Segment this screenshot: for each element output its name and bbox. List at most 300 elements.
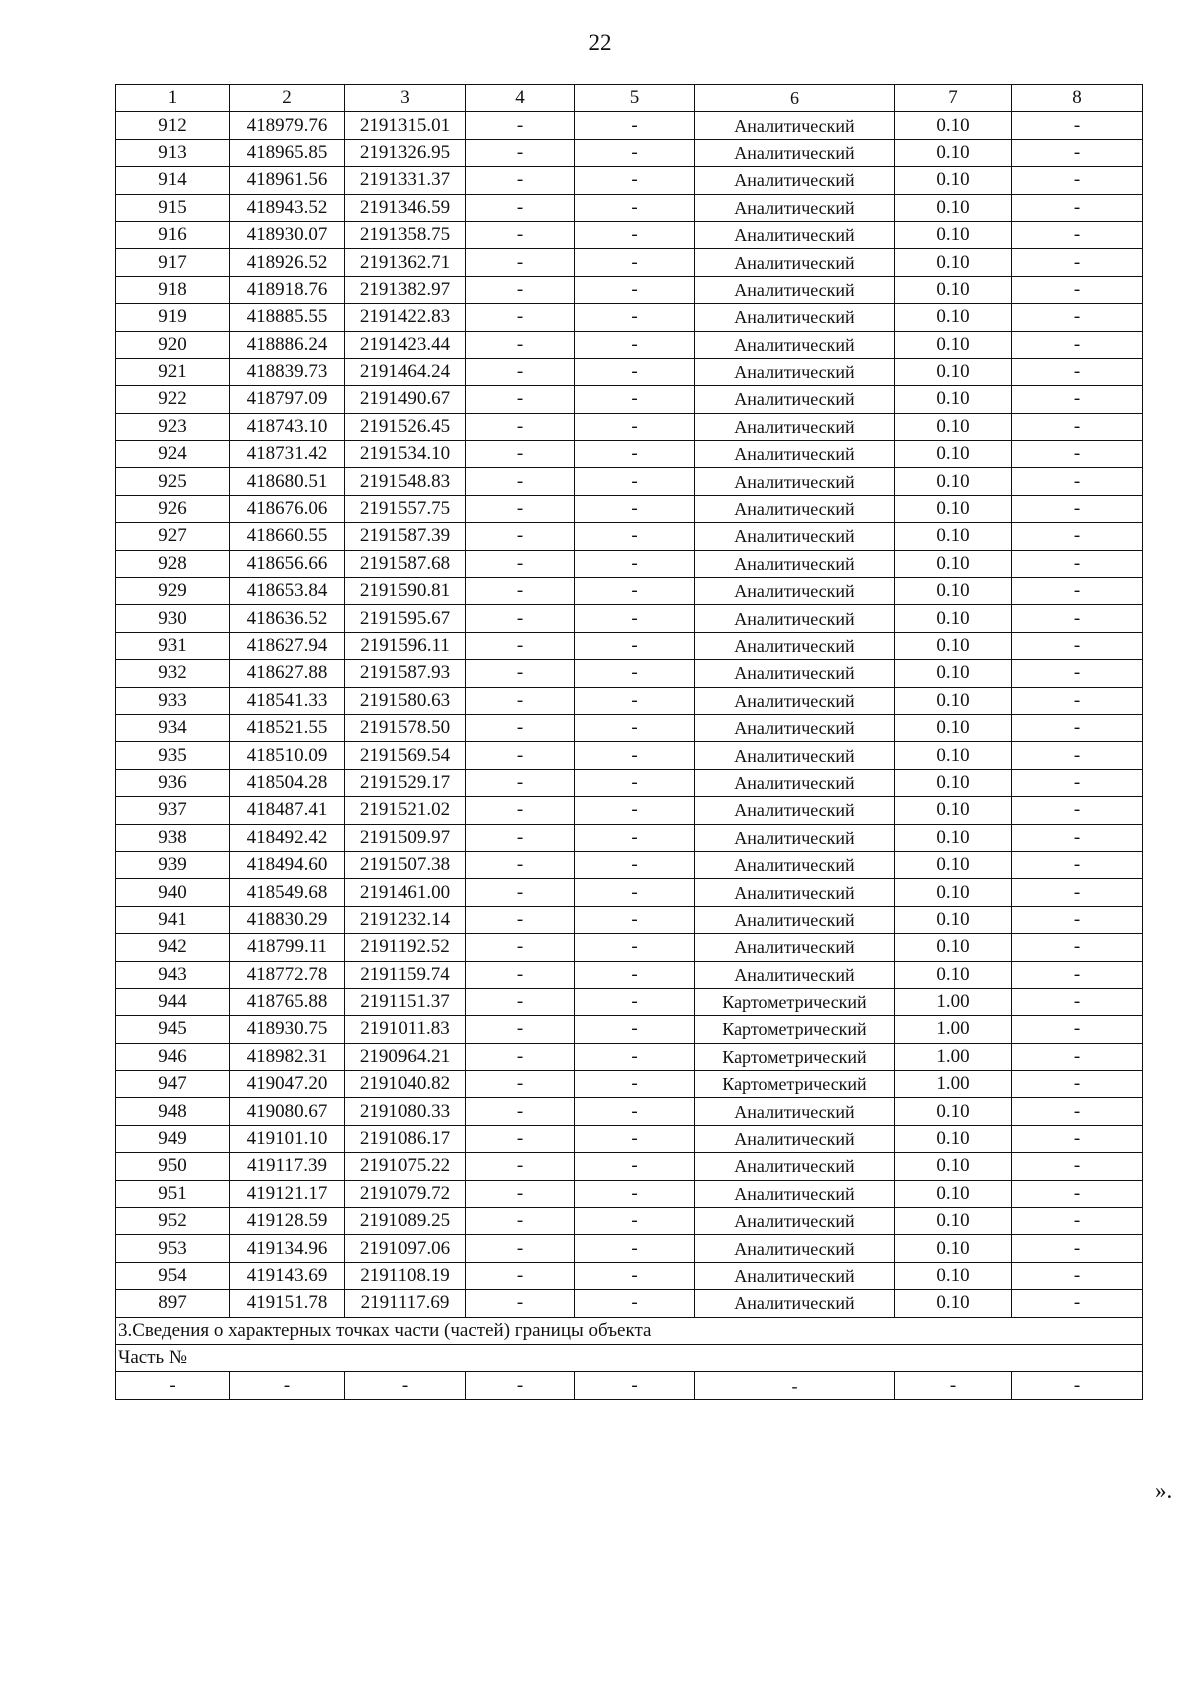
table-cell: 8 [1012, 85, 1143, 112]
table-cell: 927 [116, 523, 230, 550]
table-row [116, 112, 1143, 139]
table-cell: - [575, 1125, 695, 1152]
table-cell: - [1012, 824, 1143, 851]
table-cell: - [1012, 906, 1143, 933]
table-cell: Аналитический [695, 304, 895, 331]
table-cell: 0.10 [895, 906, 1012, 933]
table-cell: - [1012, 1016, 1143, 1043]
table-cell: 418765.88 [230, 988, 345, 1015]
table-cell: - [575, 1153, 695, 1180]
table-cell: - [466, 1043, 575, 1070]
table-cell: 2191346.59 [345, 194, 466, 221]
table-cell: - [575, 1235, 695, 1262]
table-cell: 2191507.38 [345, 851, 466, 878]
table-cell: 918 [116, 276, 230, 303]
table-cell: Аналитический [695, 934, 895, 961]
table-cell: 0.10 [895, 441, 1012, 468]
table-cell: 0.10 [895, 221, 1012, 248]
table-cell: 2191159.74 [345, 961, 466, 988]
table-cell: 418943.52 [230, 194, 345, 221]
table-cell: 1 [116, 85, 230, 112]
table-cell: - [466, 578, 575, 605]
table-cell: 2191464.24 [345, 358, 466, 385]
table-cell: - [466, 1235, 575, 1262]
table-cell: 948 [116, 1098, 230, 1125]
table-cell: - [1012, 1125, 1143, 1152]
table-cell: 934 [116, 714, 230, 741]
table-cell: 1.00 [895, 988, 1012, 1015]
table-cell: Аналитический [695, 961, 895, 988]
table-cell: 942 [116, 934, 230, 961]
page-number: 22 [588, 30, 612, 55]
table-cell: 2191382.97 [345, 276, 466, 303]
table-cell: - [575, 1208, 695, 1235]
table-cell: - [466, 276, 575, 303]
table-cell: - [575, 495, 695, 522]
table-cell: 2191595.67 [345, 605, 466, 632]
table-cell: 951 [116, 1180, 230, 1207]
table-row [116, 1098, 1143, 1125]
table-cell: 930 [116, 605, 230, 632]
table-cell: 418653.84 [230, 578, 345, 605]
table-cell: 897 [116, 1290, 230, 1317]
table-row [116, 495, 1143, 522]
table-row [116, 1262, 1143, 1289]
coordinates-table [115, 84, 1143, 1400]
table-cell: 2191569.54 [345, 742, 466, 769]
table-cell: 937 [116, 797, 230, 824]
table-row [116, 194, 1143, 221]
table-row [116, 988, 1143, 1015]
table-cell: 418839.73 [230, 358, 345, 385]
table-cell: - [345, 1372, 466, 1399]
table-cell: 2191080.33 [345, 1098, 466, 1125]
table-cell: 0.10 [895, 769, 1012, 796]
table-cell: 0.10 [895, 851, 1012, 878]
table-cell: - [466, 194, 575, 221]
table-row [116, 851, 1143, 878]
table-cell: - [1012, 934, 1143, 961]
table-cell: - [1012, 468, 1143, 495]
table-cell: 2191422.83 [345, 304, 466, 331]
table-cell: 6 [695, 85, 895, 112]
table-cell: - [1012, 139, 1143, 166]
table-cell: 2191362.71 [345, 249, 466, 276]
table-cell: 418799.11 [230, 934, 345, 961]
table-cell: - [466, 906, 575, 933]
table-cell: 916 [116, 221, 230, 248]
table-cell: 2191086.17 [345, 1125, 466, 1152]
table-cell: - [575, 769, 695, 796]
table-cell: - [575, 1071, 695, 1098]
table-cell: Аналитический [695, 386, 895, 413]
table-cell: 2191526.45 [345, 413, 466, 440]
table-cell: 418492.42 [230, 824, 345, 851]
table-cell: - [575, 550, 695, 577]
table-cell: 920 [116, 331, 230, 358]
table-cell: 2 [230, 85, 345, 112]
table-row [116, 687, 1143, 714]
table-cell: 419117.39 [230, 1153, 345, 1180]
table-cell: - [1012, 660, 1143, 687]
table-row [116, 1235, 1143, 1262]
table-cell: Аналитический [695, 1262, 895, 1289]
table-cell: - [575, 988, 695, 1015]
table-cell: - [1012, 851, 1143, 878]
table-cell: 0.10 [895, 1208, 1012, 1235]
table-cell: - [466, 523, 575, 550]
table-cell: 0.10 [895, 1262, 1012, 1289]
table-cell: - [1012, 1180, 1143, 1207]
table-cell: - [575, 358, 695, 385]
table-cell: - [575, 112, 695, 139]
table-cell: 0.10 [895, 550, 1012, 577]
table-row [116, 632, 1143, 659]
table-cell: - [575, 1016, 695, 1043]
table-row [116, 605, 1143, 632]
table-cell: - [466, 331, 575, 358]
table-cell: - [466, 687, 575, 714]
table-cell: 418961.56 [230, 167, 345, 194]
table-cell: - [575, 249, 695, 276]
table-cell: - [1012, 413, 1143, 440]
table-cell: 914 [116, 167, 230, 194]
table-row [116, 413, 1143, 440]
table-cell: 0.10 [895, 797, 1012, 824]
table-cell: - [466, 1153, 575, 1180]
table-cell: Картометрический [695, 1016, 895, 1043]
table-cell: - [1012, 879, 1143, 906]
table-cell: - [1012, 1372, 1143, 1399]
table-cell: - [230, 1372, 345, 1399]
table-cell: 0.10 [895, 1153, 1012, 1180]
table-cell: Аналитический [695, 1208, 895, 1235]
table-cell: 0.10 [895, 879, 1012, 906]
table-cell: 418885.55 [230, 304, 345, 331]
table-cell: - [575, 523, 695, 550]
table-row [116, 167, 1143, 194]
table-cell: 953 [116, 1235, 230, 1262]
table-cell: 418660.55 [230, 523, 345, 550]
table-cell: 3 [345, 85, 466, 112]
table-cell: 418772.78 [230, 961, 345, 988]
table-cell: - [575, 605, 695, 632]
table-row [116, 221, 1143, 248]
table-row [116, 797, 1143, 824]
table-cell: - [1012, 495, 1143, 522]
table-cell: - [1012, 112, 1143, 139]
table-cell: 2191232.14 [345, 906, 466, 933]
table-cell: - [466, 386, 575, 413]
table-cell: 2191587.93 [345, 660, 466, 687]
table-cell: - [466, 468, 575, 495]
table-cell: Аналитический [695, 194, 895, 221]
table-cell: Аналитический [695, 276, 895, 303]
table-cell: 418743.10 [230, 413, 345, 440]
table-cell: Аналитический [695, 797, 895, 824]
table-cell: - [575, 194, 695, 221]
table-cell: 0.10 [895, 112, 1012, 139]
table-cell: Аналитический [695, 249, 895, 276]
table-row [116, 249, 1143, 276]
table-cell: - [466, 1208, 575, 1235]
table-cell: - [1012, 276, 1143, 303]
table-cell: - [575, 714, 695, 741]
table-cell: 2191117.69 [345, 1290, 466, 1317]
table-cell: 0.10 [895, 687, 1012, 714]
table-cell: 418541.33 [230, 687, 345, 714]
table-cell: - [575, 1372, 695, 1399]
table-cell: Аналитический [695, 523, 895, 550]
table-cell: 950 [116, 1153, 230, 1180]
table-cell: - [1012, 249, 1143, 276]
table-cell: - [466, 1180, 575, 1207]
table-cell: - [575, 578, 695, 605]
table-cell: - [466, 742, 575, 769]
table-cell: Аналитический [695, 632, 895, 659]
table-row [116, 468, 1143, 495]
table-cell: - [466, 1290, 575, 1317]
table-cell: 419128.59 [230, 1208, 345, 1235]
table-cell: - [1012, 578, 1143, 605]
table-cell: - [575, 1043, 695, 1070]
part-label: Часть № [116, 1344, 1143, 1371]
table-cell: 1.00 [895, 1071, 1012, 1098]
table-cell: 0.10 [895, 824, 1012, 851]
table-cell: 2191075.22 [345, 1153, 466, 1180]
table-cell: - [1012, 1262, 1143, 1289]
table-cell: 913 [116, 139, 230, 166]
table-cell: - [895, 1372, 1012, 1399]
table-cell: 932 [116, 660, 230, 687]
table-cell: 418627.88 [230, 660, 345, 687]
table-row [116, 578, 1143, 605]
table-cell: Аналитический [695, 1180, 895, 1207]
table-cell: 2191534.10 [345, 441, 466, 468]
table-cell: - [575, 413, 695, 440]
table-cell: - [1012, 742, 1143, 769]
table-cell: 419143.69 [230, 1262, 345, 1289]
table-cell: - [466, 632, 575, 659]
table-cell: 946 [116, 1043, 230, 1070]
table-cell: 939 [116, 851, 230, 878]
table-cell: 0.10 [895, 331, 1012, 358]
table-cell: - [466, 797, 575, 824]
table-cell: Аналитический [695, 468, 895, 495]
table-cell: 418926.52 [230, 249, 345, 276]
table-cell: 419047.20 [230, 1071, 345, 1098]
table-cell: 0.10 [895, 358, 1012, 385]
table-cell: - [1012, 167, 1143, 194]
table-cell: 418676.06 [230, 495, 345, 522]
table-row [116, 523, 1143, 550]
table-cell: 0.10 [895, 578, 1012, 605]
table-cell: 2191089.25 [345, 1208, 466, 1235]
table-cell: Аналитический [695, 879, 895, 906]
table-cell: 0.10 [895, 413, 1012, 440]
table-row [116, 1071, 1143, 1098]
table-cell: Аналитический [695, 167, 895, 194]
table-cell: - [1012, 1208, 1143, 1235]
table-cell: 2191315.01 [345, 112, 466, 139]
table-cell: 418680.51 [230, 468, 345, 495]
table-cell: 418487.41 [230, 797, 345, 824]
table-cell: 2191423.44 [345, 331, 466, 358]
table-cell: 0.10 [895, 249, 1012, 276]
table-cell: 912 [116, 112, 230, 139]
table-cell: 0.10 [895, 605, 1012, 632]
table-cell: - [575, 824, 695, 851]
table-cell: 2191590.81 [345, 578, 466, 605]
table-row [116, 331, 1143, 358]
table-cell: - [1012, 194, 1143, 221]
table-cell: 0.10 [895, 632, 1012, 659]
table-cell: Аналитический [695, 495, 895, 522]
table-cell: - [466, 304, 575, 331]
table-cell: - [466, 934, 575, 961]
table-cell: Картометрический [695, 988, 895, 1015]
table-cell: 418930.07 [230, 221, 345, 248]
table-cell: - [575, 441, 695, 468]
table-cell: 419151.78 [230, 1290, 345, 1317]
table-cell: Аналитический [695, 413, 895, 440]
table-row [116, 358, 1143, 385]
table-cell: 2191358.75 [345, 221, 466, 248]
table-cell: - [466, 605, 575, 632]
table-row [116, 1208, 1143, 1235]
table-row [116, 769, 1143, 796]
table-cell: - [466, 1016, 575, 1043]
table-cell: 418504.28 [230, 769, 345, 796]
table-cell: - [575, 276, 695, 303]
table-cell: 0.10 [895, 167, 1012, 194]
table-row [116, 304, 1143, 331]
table-cell: 2191587.39 [345, 523, 466, 550]
table-cell: - [466, 249, 575, 276]
table-cell: 2191578.50 [345, 714, 466, 741]
table-cell: - [466, 851, 575, 878]
table-cell: - [466, 167, 575, 194]
table-cell: 917 [116, 249, 230, 276]
table-cell: 2191108.19 [345, 1262, 466, 1289]
table-cell: 2191490.67 [345, 386, 466, 413]
table-cell: - [466, 112, 575, 139]
table-row [116, 1153, 1143, 1180]
table-cell: - [575, 304, 695, 331]
table-cell: Аналитический [695, 851, 895, 878]
table-cell: - [466, 660, 575, 687]
table-row [116, 550, 1143, 577]
table-cell: 0.10 [895, 934, 1012, 961]
closing-quote-mark: ». [1155, 1478, 1173, 1503]
table-cell: - [575, 906, 695, 933]
table-cell: 928 [116, 550, 230, 577]
table-row [116, 1043, 1143, 1070]
table-cell: 0.10 [895, 714, 1012, 741]
table-row [116, 714, 1143, 741]
table-cell: 0.10 [895, 742, 1012, 769]
table-cell: 2191040.82 [345, 1071, 466, 1098]
table-cell: 2190964.21 [345, 1043, 466, 1070]
table-cell: - [466, 1262, 575, 1289]
table-cell: 418886.24 [230, 331, 345, 358]
table-cell: 2191529.17 [345, 769, 466, 796]
table-cell: - [575, 386, 695, 413]
table-cell: Аналитический [695, 221, 895, 248]
table-cell: 921 [116, 358, 230, 385]
table-cell: Аналитический [695, 714, 895, 741]
table-cell: - [1012, 687, 1143, 714]
table-cell: 2191192.52 [345, 934, 466, 961]
table-cell: - [1012, 961, 1143, 988]
table-cell: - [575, 139, 695, 166]
table-cell: 418965.85 [230, 139, 345, 166]
table-cell: 0.10 [895, 276, 1012, 303]
table-cell: Аналитический [695, 1235, 895, 1262]
table-cell: - [1012, 221, 1143, 248]
table-cell: 2191011.83 [345, 1016, 466, 1043]
table-cell: Аналитический [695, 824, 895, 851]
table-cell: 418656.66 [230, 550, 345, 577]
table-cell: 2191461.00 [345, 879, 466, 906]
table-cell: - [1012, 331, 1143, 358]
table-cell: Аналитический [695, 1125, 895, 1152]
table-cell: 938 [116, 824, 230, 851]
table-cell: 2191079.72 [345, 1180, 466, 1207]
table-cell: Аналитический [695, 550, 895, 577]
table-cell: 0.10 [895, 1290, 1012, 1317]
table-cell: - [575, 742, 695, 769]
table-cell: 0.10 [895, 495, 1012, 522]
table-cell: - [466, 1372, 575, 1399]
table-cell: - [1012, 632, 1143, 659]
table-cell: 418918.76 [230, 276, 345, 303]
table-row [116, 824, 1143, 851]
table-cell: 0.10 [895, 523, 1012, 550]
table-cell: - [575, 879, 695, 906]
table-cell: 0.10 [895, 468, 1012, 495]
table-cell: 418549.68 [230, 879, 345, 906]
table-cell: - [1012, 769, 1143, 796]
table-cell: - [1012, 1071, 1143, 1098]
table-cell: 418982.31 [230, 1043, 345, 1070]
table-cell: - [575, 1262, 695, 1289]
table-row [116, 276, 1143, 303]
table-header-row [116, 85, 1143, 112]
table-row [116, 934, 1143, 961]
table-cell: 418930.75 [230, 1016, 345, 1043]
table-row [116, 1016, 1143, 1043]
table-cell: 0.10 [895, 386, 1012, 413]
table-cell: 2191596.11 [345, 632, 466, 659]
table-cell: 941 [116, 906, 230, 933]
table-cell: Аналитический [695, 906, 895, 933]
table-cell: 0.10 [895, 1180, 1012, 1207]
table-row [116, 1180, 1143, 1207]
table-cell: 5 [575, 85, 695, 112]
table-cell: - [575, 167, 695, 194]
table-cell: 2191548.83 [345, 468, 466, 495]
table-row [116, 879, 1143, 906]
table-cell: 2191580.63 [345, 687, 466, 714]
table-cell: 2191326.95 [345, 139, 466, 166]
table-cell: 935 [116, 742, 230, 769]
table-cell: - [466, 714, 575, 741]
table-cell: 0.10 [895, 660, 1012, 687]
table-cell: - [575, 660, 695, 687]
table-cell: - [575, 687, 695, 714]
table-cell: 419080.67 [230, 1098, 345, 1125]
